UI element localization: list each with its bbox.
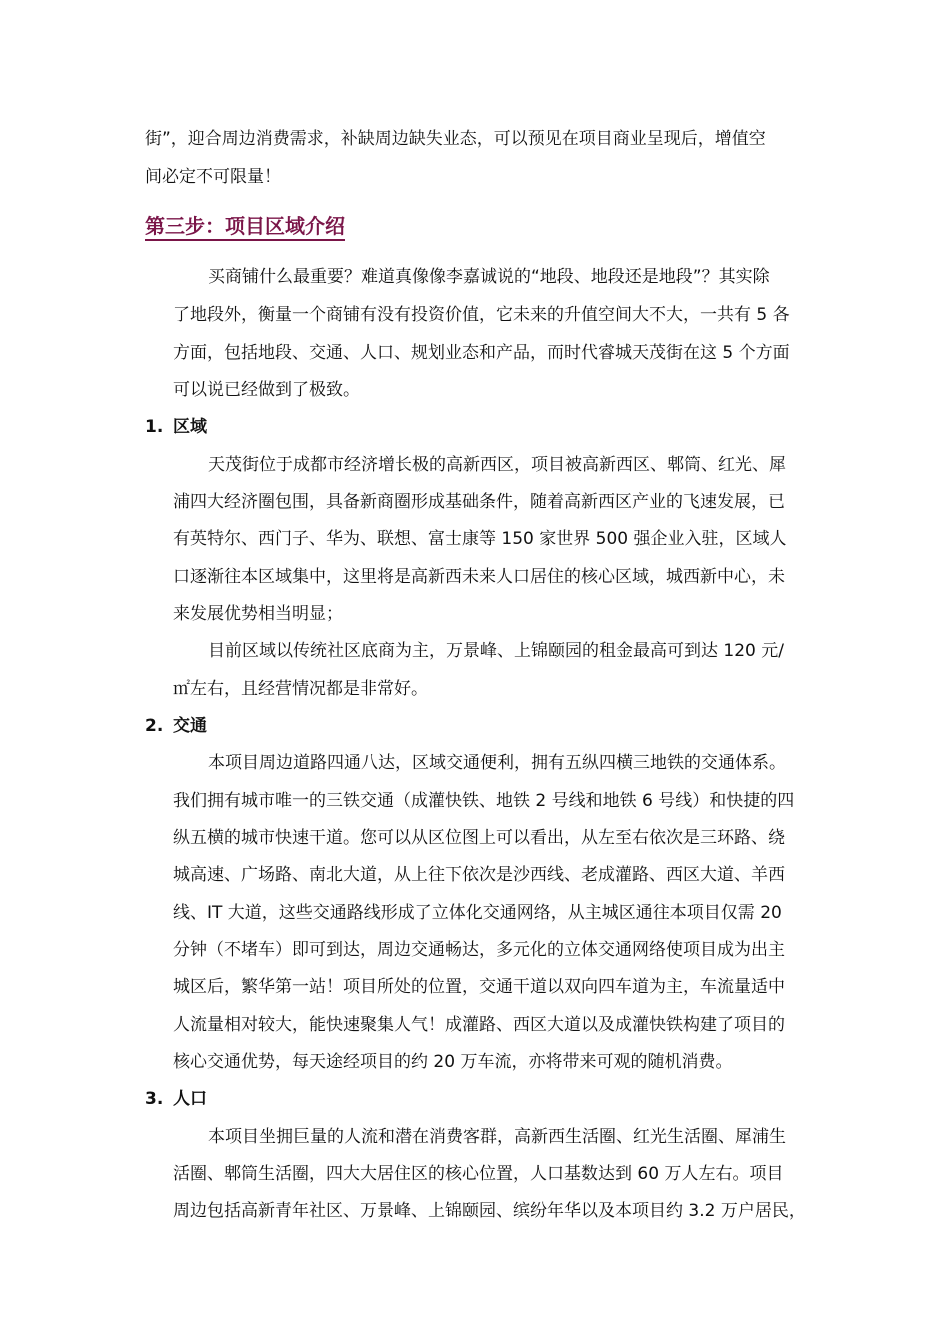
intro-line: 间必定不可限量！ — [145, 167, 281, 187]
body-line: ㎡左右，且经营情况都是非常好。 — [173, 679, 428, 699]
body-line: 浦四大经济圈包围，具备新商圈形成基础条件，随着高新西区产业的飞速发展，已 — [173, 492, 785, 512]
body-line: 周边包括高新青年社区、万景峰、上锦颐园、缤纷年华以及本项目约 3.2 万户居民， — [173, 1201, 806, 1221]
intro-line: 街”，迎合周边消费需求，补缺周边缺失业态，可以预见在项目商业呈现后，增值空 — [145, 129, 766, 149]
section-3-title — [145, 1087, 207, 1111]
body-line: 口逐渐往本区域集中，这里将是高新西未来人口居住的核心区域，城西新中心，未 — [173, 567, 785, 587]
body-line: 活圈、郫筒生活圈，四大大居住区的核心位置，人口基数达到 60 万人左右。项目 — [173, 1164, 784, 1184]
body-line: 城区后，繁华第一站！项目所处的位置，交通干道以双向四车道为主，车流量适中 — [173, 977, 785, 997]
body-line: 线、IT 大道，这些交通路线形成了立体化交通网络，从主城区通往本项目仅需 20 — [173, 903, 782, 923]
lead-line: 买商铺什么最重要？难道真像像李嘉诚说的“地段、地段还是地段”？其实除 — [208, 267, 770, 287]
section-heading — [145, 212, 345, 240]
body-line: 人流量相对较大，能快速聚集人气！成灌路、西区大道以及成灌快铁构建了项目的 — [173, 1015, 785, 1035]
body-line: 核心交通优势，每天途经项目的约 20 万车流，亦将带来可观的随机消费。 — [173, 1052, 733, 1072]
body-line: 目前区域以传统社区底商为主，万景峰、上锦颐园的租金最高可到达 120 元/ — [208, 641, 784, 661]
body-line: 纵五横的城市快速干道。您可以从区位图上可以看出，从左至右依次是三环路、绕 — [173, 828, 785, 848]
body-line: 本项目周边道路四通八达，区域交通便利，拥有五纵四横三地铁的交通体系。 — [208, 753, 786, 773]
section-title-text: 人口 — [173, 1089, 207, 1109]
body-line: 我们拥有城市唯一的三铁交通（成灌快铁、地铁 2 号线和地铁 6 号线）和快捷的四 — [173, 791, 795, 811]
body-line: 天茂街位于成都市经济增长极的高新西区，项目被高新西区、郫筒、红光、犀 — [208, 455, 786, 475]
lead-line: 可以说已经做到了极致。 — [173, 380, 360, 400]
section-number: 3. — [145, 1089, 164, 1109]
lead-line: 方面，包括地段、交通、人口、规划业态和产品，而时代睿城天茂街在这 5 个方面 — [173, 343, 790, 363]
body-line: 分钟（不堵车）即可到达，周边交通畅达，多元化的立体交通网络使项目成为出主 — [173, 940, 785, 960]
section-2-title — [145, 714, 207, 738]
body-line: 来发展优势相当明显； — [173, 604, 343, 624]
body-line: 本项目坐拥巨量的人流和潜在消费客群，高新西生活圈、红光生活圈、犀浦生 — [208, 1127, 786, 1147]
body-line: 有英特尔、西门子、华为、联想、富士康等 150 家世界 500 强企业入驻，区域人 — [173, 529, 787, 549]
section-title-text: 交通 — [173, 716, 207, 736]
section-title-text: 区域 — [173, 417, 207, 437]
body-line: 城高速、广场路、南北大道，从上往下依次是沙西线、老成灌路、西区大道、羊西 — [173, 865, 785, 885]
section-1-title — [145, 415, 207, 439]
heading-text: 第三步：项目区域介绍 — [145, 214, 345, 241]
lead-line: 了地段外，衡量一个商铺有没有投资价值，它未来的升值空间大不大，一共有 5 各 — [173, 305, 790, 325]
section-number: 2. — [145, 716, 164, 736]
section-number: 1. — [145, 417, 164, 437]
